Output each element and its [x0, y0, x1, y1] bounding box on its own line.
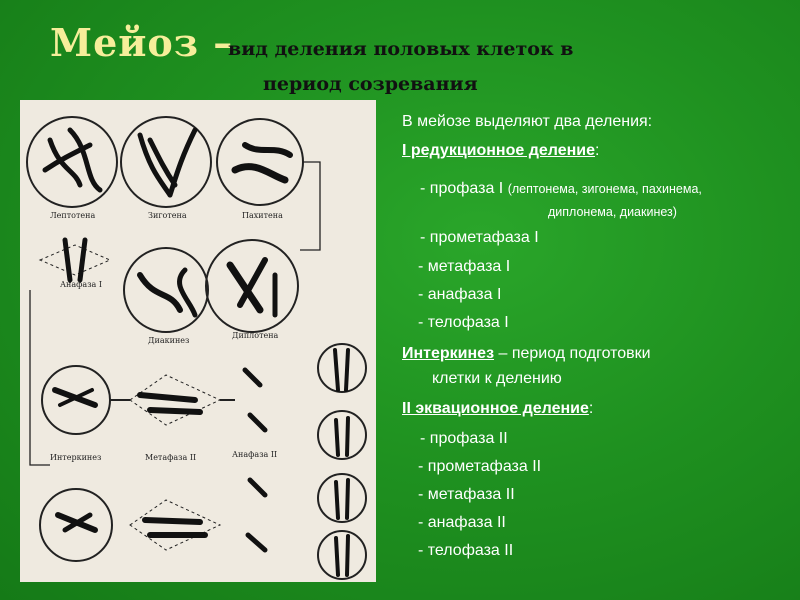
division2-colon: :: [588, 400, 594, 417]
label-diplotene: Диплотена: [232, 331, 279, 340]
division2-prometaphase: - прометафаза II: [418, 458, 542, 475]
division1-prometaphase: - прометафаза I: [420, 229, 539, 246]
division1-prophase-detail1: (лептонема, зигонема, пахинема,: [507, 182, 702, 196]
label-metaphase2: Метафаза II: [145, 453, 197, 462]
division1-title: I редукционное деление: [402, 142, 596, 159]
division2-anaphase: - анафаза II: [418, 514, 506, 531]
meiosis-diagram: [20, 100, 376, 582]
page-subtitle-line2: период созревания: [263, 73, 478, 95]
page-subtitle-line1: вид деления половых клеток в: [228, 38, 574, 60]
label-anaphase2: Анафаза II: [232, 450, 278, 459]
label-diakinesis: Диакинез: [148, 336, 190, 345]
division2-metaphase: - метафаза II: [418, 486, 515, 503]
division1-colon: :: [595, 142, 600, 159]
division2-prophase: - профаза II: [420, 430, 508, 447]
division1-anaphase: - анафаза I: [418, 286, 502, 303]
page-title: Мейоз –: [50, 20, 234, 65]
label-interkinesis: Интеркинез: [50, 453, 102, 462]
label-zygotene: Зиготена: [148, 211, 187, 220]
division2-heading: [402, 400, 593, 418]
division1-prophase-label: - профаза I: [420, 180, 504, 197]
division2-title: II эквационное деление: [402, 400, 589, 417]
cell-pachytene: [217, 119, 303, 205]
interkinesis-line1: [402, 345, 651, 363]
division1-heading: [402, 142, 599, 160]
division1-metaphase: - метафаза I: [418, 258, 511, 275]
intro-text: В мейозе выделяют два деления:: [402, 113, 653, 130]
division1-prophase: [420, 180, 702, 198]
division1-prophase-detail2: диплонема, диакинез): [548, 205, 677, 219]
interkinesis-line2: клетки к делению: [432, 370, 562, 387]
label-leptotene: Лептотена: [50, 211, 96, 220]
division2-telophase: - телофаза II: [418, 542, 514, 559]
interkinesis-text1: – период подготовки: [494, 345, 651, 362]
division1-telophase: - телофаза I: [418, 314, 509, 331]
label-anaphase1: Анафаза I: [60, 280, 103, 289]
meiosis-illustration: [20, 100, 376, 582]
content-column: [402, 0, 800, 600]
cell-diakinesis: [124, 248, 208, 332]
interkinesis-title: Интеркинез: [402, 345, 495, 362]
label-pachytene: Пахитена: [242, 211, 283, 220]
